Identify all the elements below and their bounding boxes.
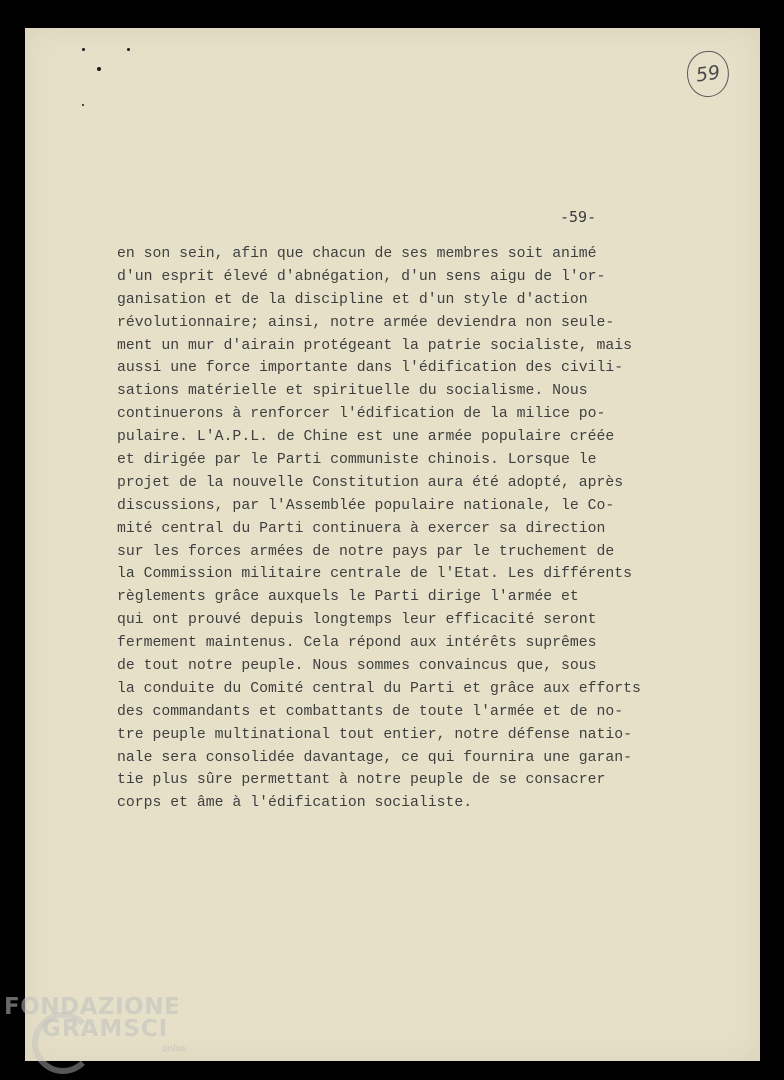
- text-line: la Commission militaire centrale de l'Etat. Les différents: [117, 566, 633, 583]
- punch-hole-mark: [97, 67, 101, 71]
- punch-hole-mark: [82, 48, 85, 51]
- text-line: ganisation et de la discipline et d'un style d'action: [117, 291, 588, 308]
- watermark-sub: onlus: [162, 1044, 187, 1054]
- watermark-line2: GRAMSCI: [42, 1016, 169, 1042]
- text-line: et dirigée par le Parti communiste chinois. Lorsque le: [117, 452, 597, 469]
- text-line: fermement maintenus. Cela répond aux intérêts suprêmes: [117, 635, 597, 652]
- text-line: révolutionnaire; ainsi, notre armée deviendra non seule-: [117, 314, 615, 331]
- punch-hole-mark: [127, 48, 130, 51]
- fondazione-gramsci-watermark: [4, 994, 204, 1076]
- text-line: règlements grâce auxquels le Parti dirige l'armée et: [117, 589, 579, 606]
- text-line: sur les forces armées de notre pays par le truchement de: [117, 543, 615, 560]
- text-line: mité central du Parti continuera à exercer sa direction: [117, 520, 606, 537]
- text-line: d'un esprit élevé d'abnégation, d'un sens aigu de l'or-: [117, 268, 606, 285]
- document-page: [25, 28, 760, 1061]
- text-line: des commandants et combattants de toute l'armée et de no-: [117, 703, 624, 720]
- body-text: [117, 243, 677, 815]
- text-line: continuerons à renforcer l'édification de la milice po-: [117, 406, 606, 423]
- text-line: ment un mur d'airain protégeant la patrie socialiste, mais: [117, 337, 633, 354]
- text-line: projet de la nouvelle Constitution aura été adopté, après: [117, 474, 624, 491]
- text-line: tre peuple multinational tout entier, notre défense natio-: [117, 726, 633, 743]
- archive-page-stamp: 59: [684, 48, 732, 99]
- text-line: corps et âme à l'édification socialiste.: [117, 795, 473, 812]
- punch-hole-mark: [82, 104, 84, 106]
- text-line: pulaire. L'A.P.L. de Chine est une armée populaire créée: [117, 429, 615, 446]
- text-line: tie plus sûre permettant à notre peuple de se consacrer: [117, 772, 606, 789]
- text-line: la conduite du Comité central du Parti et grâce aux efforts: [117, 680, 641, 697]
- text-line: qui ont prouvé depuis longtemps leur efficacité seront: [117, 612, 597, 629]
- text-line: discussions, par l'Assemblée populaire nationale, le Co-: [117, 497, 615, 514]
- text-line: aussi une force importante dans l'édification des civili-: [117, 360, 624, 377]
- text-line: de tout notre peuple. Nous sommes convaincus que, sous: [117, 658, 597, 675]
- watermark-line1: FONDAZIONE: [4, 994, 181, 1020]
- text-line: nale sera consolidée davantage, ce qui fournira une garan-: [117, 749, 633, 766]
- text-line: sations matérielle et spirituelle du socialisme. Nous: [117, 383, 588, 400]
- page-number: -59-: [560, 208, 597, 226]
- text-line: en son sein, afin que chacun de ses membres soit animé: [117, 246, 597, 262]
